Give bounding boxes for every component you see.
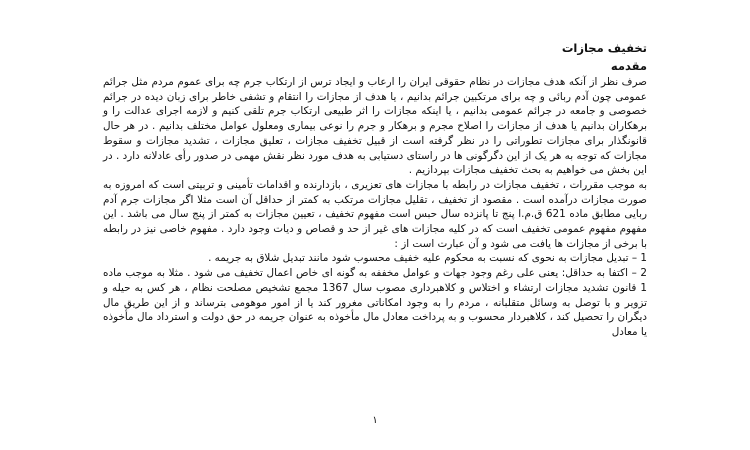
paragraph: به موجب مقررات ، تخفیف مجازات در رابطه با مجازات های تعزیری ، بازدارنده و اقدامات تأمینی و تربیتی است که امروزه به صورت مجازات درآمده است . مقصود از تخفیف ، تقلیل مجازات مرتکب به کمتر از حداقل آن است مثلا اگر مجازات جرم آدم ربایی مطابق ماده 621 ق.م.ا پنج تا پانزده سال حبس است مفهوم تخفیف ، تعیین مجازات به کمتر از پنج سال می باشد . این مفهوم مفهوم عمومی تخفیف است که در کلیه مجازات های غیر از حد و قصاص و دیات وجود دارد . مفهوم خاصی نیز در رابطه با برخی از مجازات ها یافت می شود و آن عبارت است از :: [103, 178, 647, 250]
paragraph: صرف نظر از آنکه هدف مجازات در نظام حقوقی ایران را ارعاب و ایجاد ترس از ارتکاب جرم چه برای عموم مردم مثل جرائم عمومی چون آدم ربائی و چه برای مرتکبین جرائم بدانیم ، یا هدف از مجازات را انتقام و تشفی خاطر برای زبان دیده در جرائم خصوصی و جامعه در جرائم عمومی بدانیم ، یا اینکه مجازات را اثر طبیعی ارتکاب جرم تلقی کنیم و لازمه اجرای عدالت را و برهکاران بدانیم یا هدف از مجازات را اصلاح مجرم و برهکار و جرم را نوعی بیماری ومعلول عوامل مختلف بدانیم . در هر حال قانونگذار برای مجازات تطوراتی را در نظر گرفته است از قبیل تخفیف مجازات ، تعلیق مجازات ، تشدید مجازات و سقوط مجازات که توجه به هر یک از این دگرگونی ها در راستای دستیابی به هدف مورد نظر نقش مهمی در صدور رأی عادلانه دارد . در این بخش می خواهیم به بحث تخفیف مجازات بپردازیم .: [103, 76, 647, 177]
document-body: [103, 40, 647, 340]
paragraph: 2 – اکتفا به حداقل: یعنی علی رغم وجود جهات و عوامل مخففه به گونه ای خاص اعمال تخفیف می شود . مثلا به موجب ماده 1 قانون تشدید مجازات ارتشاء و اختلاس و کلاهبرداری مصوب سال 1367 مجمع تشخیص مصلحت نظام ، هر کس به حیله و تزویر و با توصل به وسائل متقلبانه ، مردم را به وجود امکاناتی مغرور کند یا از امور موهومی بترساند و از این طریق مال دیگران را تحصیل کند ، کلاهبردار محسوب و به پرداخت معادل مال مأخوذه به عنوان جریمه در حق دولت و استرداد مال مأخوذه یا معادل: [103, 267, 648, 338]
document-title: تخفیف مجازات: [561, 41, 647, 55]
paragraph: 1 – تبدیل مجازات به نحوی که نسبت به محکوم علیه خفیف محسوب شود مانند تبدیل شلاق به جریمه .: [208, 252, 647, 265]
page-number: ۱: [372, 415, 378, 426]
section-heading: مقدمه: [610, 59, 647, 73]
